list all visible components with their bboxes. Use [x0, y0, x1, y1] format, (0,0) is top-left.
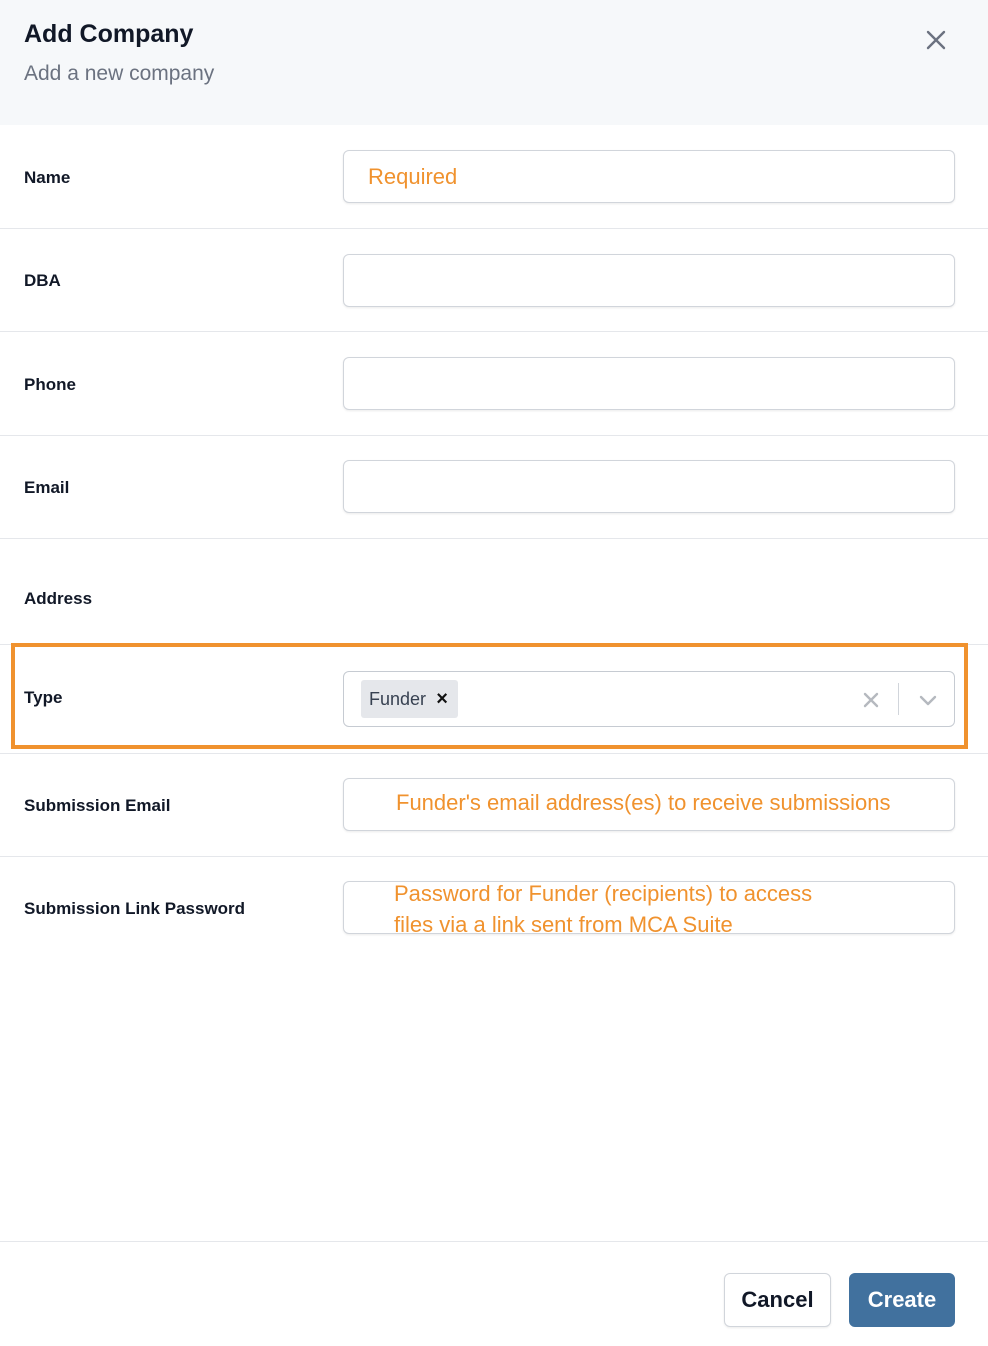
form-row-submission-link-password: [0, 857, 988, 957]
submission-link-password-annotation-line1: Password for Funder (recipients) to access: [394, 881, 813, 906]
cancel-button[interactable]: Cancel: [724, 1273, 831, 1327]
dialog-subtitle: Add a new company: [24, 62, 215, 85]
dba-label: DBA: [24, 271, 61, 290]
dialog-header: [0, 0, 988, 125]
email-label: Email: [24, 478, 70, 497]
phone-label: Phone: [24, 375, 76, 394]
form-row-address: [0, 539, 988, 645]
name-label: Name: [24, 168, 71, 187]
footer-divider: [0, 1241, 988, 1242]
dialog-title: Add Company: [24, 20, 194, 48]
phone-input[interactable]: [343, 357, 955, 410]
form-row-dba: [0, 229, 988, 332]
chip-remove-icon[interactable]: ×: [436, 688, 448, 710]
form-row-email: [0, 436, 988, 539]
submission-link-password-label: Submission Link Password: [24, 899, 246, 918]
close-icon[interactable]: [920, 24, 952, 56]
create-button[interactable]: Create: [849, 1273, 955, 1327]
name-required-annotation: Required: [368, 164, 458, 189]
form-row-phone: [0, 332, 988, 436]
submission-email-annotation: Funder's email address(es) to receive submissions: [396, 790, 891, 815]
type-chip-label: Funder: [369, 689, 427, 709]
type-label: Type: [24, 688, 63, 707]
submission-link-password-annotation-line2: files via a link sent from MCA Suite: [394, 912, 733, 937]
submission-email-label: Submission Email: [24, 796, 171, 815]
type-highlight-box: [11, 643, 968, 749]
form-row-name: [0, 125, 988, 229]
address-label: Address: [24, 589, 93, 608]
dba-input[interactable]: [343, 254, 955, 307]
email-input[interactable]: [343, 460, 955, 513]
form-row-submission-email: [0, 754, 988, 857]
